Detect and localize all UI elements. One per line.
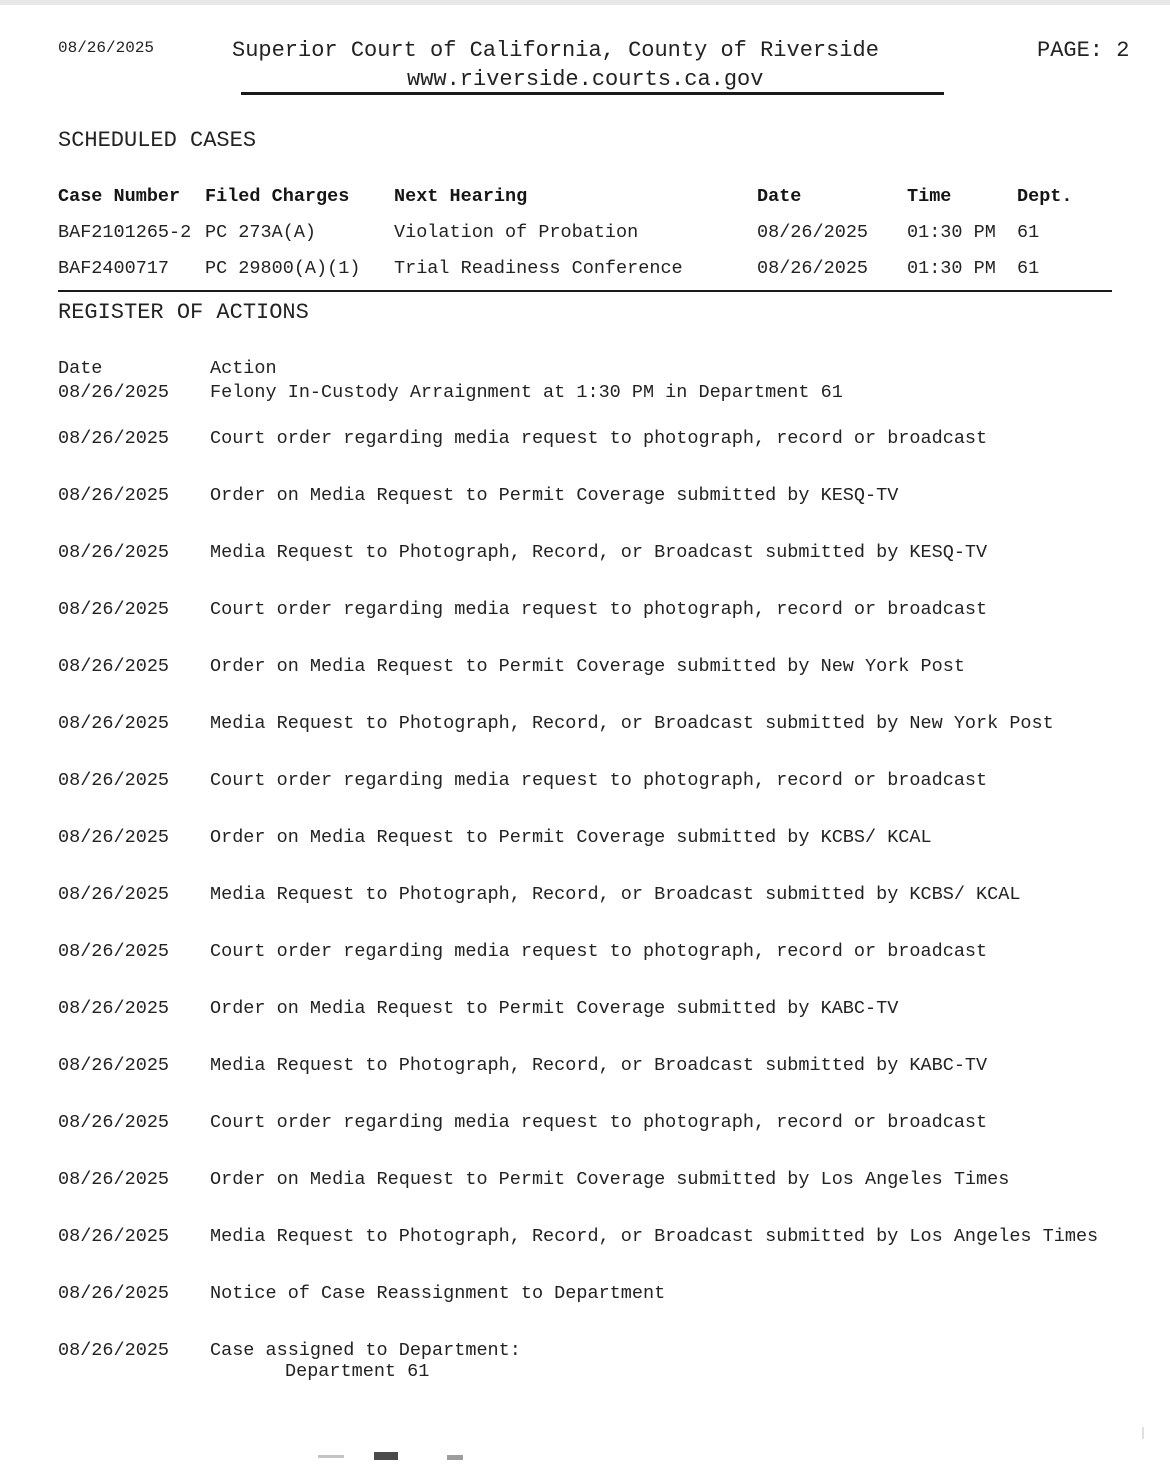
action-date: 08/26/2025 <box>58 1055 170 1076</box>
action-text: Order on Media Request to Permit Coverage submitted by Los Angeles Times <box>210 1169 1010 1190</box>
action-date: 08/26/2025 <box>58 1340 170 1361</box>
register-row <box>0 428 1170 450</box>
action-text: Court order regarding media request to photograph, record or broadcast <box>210 770 988 791</box>
action-date: 08/26/2025 <box>58 542 170 563</box>
register-row <box>0 542 1170 564</box>
column-header-time: Time <box>907 186 952 207</box>
action-text: Media Request to Photograph, Record, or Broadcast submitted by Los Angeles Times <box>210 1226 1099 1247</box>
action-text: Media Request to Photograph, Record, or Broadcast submitted by KESQ-TV <box>210 542 988 563</box>
register-row <box>0 599 1170 621</box>
scan-artifact-top-band <box>0 0 1170 5</box>
action-date: 08/26/2025 <box>58 941 170 962</box>
page-title: Superior Court of California, County of Riverside <box>232 38 879 63</box>
action-text: Case assigned to Department: <box>210 1340 521 1361</box>
action-date: 08/26/2025 <box>58 428 170 449</box>
action-text: Court order regarding media request to photograph, record or broadcast <box>210 428 988 449</box>
action-text: Order on Media Request to Permit Coverage submitted by KESQ-TV <box>210 485 899 506</box>
cell-dept: 61 <box>1017 258 1040 279</box>
action-text: Media Request to Photograph, Record, or Broadcast submitted by KCBS/ KCAL <box>210 884 1021 905</box>
action-date: 08/26/2025 <box>58 1169 170 1190</box>
cell-time: 01:30 PM <box>907 222 996 243</box>
action-date: 08/26/2025 <box>58 884 170 905</box>
action-date: 08/26/2025 <box>58 382 170 403</box>
register-row <box>0 1112 1170 1134</box>
action-text: Media Request to Photograph, Record, or Broadcast submitted by New York Post <box>210 713 1054 734</box>
column-header-case-number: Case Number <box>58 186 181 207</box>
action-date: 08/26/2025 <box>58 1226 170 1247</box>
cell-case-number: BAF2101265-2 <box>58 222 192 243</box>
register-row <box>0 1169 1170 1191</box>
cell-time: 01:30 PM <box>907 258 996 279</box>
section-divider-line <box>58 290 1112 292</box>
column-header-dept: Dept. <box>1017 186 1073 207</box>
cell-filed-charges: PC 29800(A)(1) <box>205 258 361 279</box>
scan-artifact-smudge <box>447 1455 463 1460</box>
register-column-header-date: Date <box>58 358 103 379</box>
cell-case-number: BAF2400717 <box>58 258 170 279</box>
header-underline <box>241 92 944 95</box>
action-date: 08/26/2025 <box>58 827 170 848</box>
register-row <box>0 998 1170 1020</box>
column-header-date: Date <box>757 186 802 207</box>
header-date: 08/26/2025 <box>58 39 155 57</box>
cell-filed-charges: PC 273A(A) <box>205 222 317 243</box>
cell-next-hearing: Violation of Probation <box>394 222 639 243</box>
register-row <box>0 382 1170 404</box>
page-number: PAGE: 2 <box>1037 38 1130 63</box>
action-date: 08/26/2025 <box>58 599 170 620</box>
register-row <box>0 770 1170 792</box>
section-title-scheduled-cases: SCHEDULED CASES <box>58 128 257 153</box>
action-text-line-2: Department 61 <box>285 1361 430 1382</box>
action-text: Court order regarding media request to photograph, record or broadcast <box>210 941 988 962</box>
action-date: 08/26/2025 <box>58 713 170 734</box>
scan-artifact-smudge <box>1142 1427 1144 1439</box>
action-text: Order on Media Request to Permit Coverage submitted by KABC-TV <box>210 998 899 1019</box>
action-date: 08/26/2025 <box>58 1112 170 1133</box>
action-date: 08/26/2025 <box>58 770 170 791</box>
register-row <box>0 1340 1170 1384</box>
action-text: Media Request to Photograph, Record, or Broadcast submitted by KABC-TV <box>210 1055 988 1076</box>
register-row <box>0 884 1170 906</box>
column-header-filed-charges: Filed Charges <box>205 186 350 207</box>
action-date: 08/26/2025 <box>58 485 170 506</box>
register-row <box>0 1055 1170 1077</box>
action-text: Felony In-Custody Arraignment at 1:30 PM in Department 61 <box>210 382 843 403</box>
action-text: Notice of Case Reassignment to Department <box>210 1283 666 1304</box>
register-row <box>0 713 1170 735</box>
action-date: 08/26/2025 <box>58 656 170 677</box>
action-text: Court order regarding media request to photograph, record or broadcast <box>210 599 988 620</box>
cell-date: 08/26/2025 <box>757 222 869 243</box>
register-column-header-action: Action <box>210 358 277 379</box>
register-row <box>0 656 1170 678</box>
scan-artifact-smudge <box>318 1455 344 1458</box>
action-date: 08/26/2025 <box>58 1283 170 1304</box>
register-row <box>0 485 1170 507</box>
action-text: Order on Media Request to Permit Coverage submitted by New York Post <box>210 656 965 677</box>
cell-dept: 61 <box>1017 222 1040 243</box>
register-row <box>0 1283 1170 1305</box>
scan-artifact-smudge <box>374 1452 398 1460</box>
cell-next-hearing: Trial Readiness Conference <box>394 258 683 279</box>
action-date: 08/26/2025 <box>58 998 170 1019</box>
action-text: Court order regarding media request to photograph, record or broadcast <box>210 1112 988 1133</box>
site-url: www.riverside.courts.ca.gov <box>407 67 764 92</box>
register-row <box>0 1226 1170 1248</box>
section-title-register-of-actions: REGISTER OF ACTIONS <box>58 300 309 325</box>
register-row <box>0 941 1170 963</box>
column-header-next-hearing: Next Hearing <box>394 186 528 207</box>
register-row <box>0 827 1170 849</box>
action-text: Order on Media Request to Permit Coverage submitted by KCBS/ KCAL <box>210 827 932 848</box>
cell-date: 08/26/2025 <box>757 258 869 279</box>
